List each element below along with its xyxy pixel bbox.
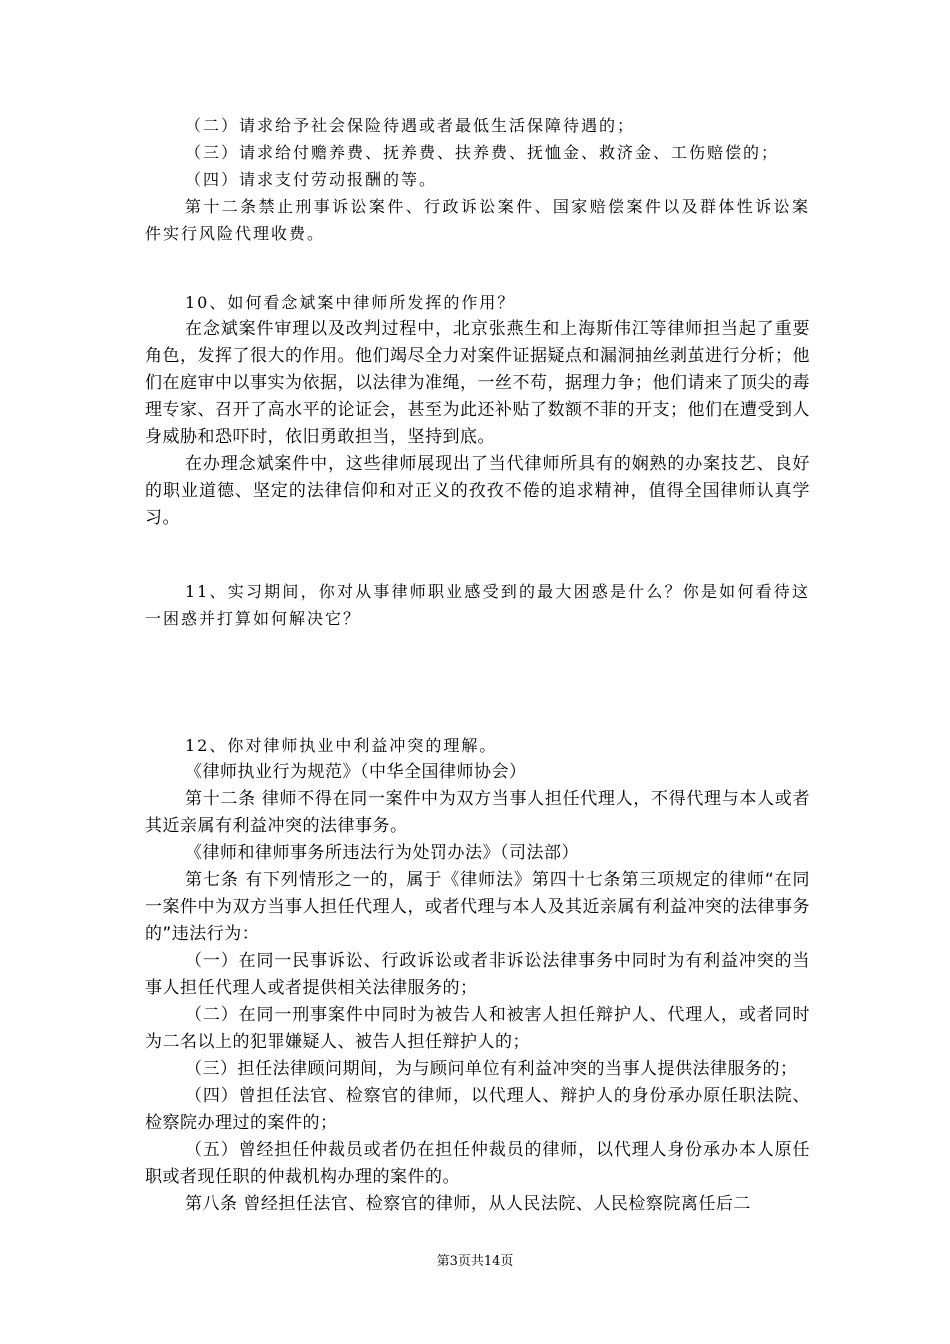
question-12-paragraph-10: 第八条 曾经担任法官、检察官的律师，从人民法院、人民检察院离任后二 <box>185 1194 751 1214</box>
paragraph-article-12: 第十二条禁止刑事诉讼案件、行政诉讼案件、国家赔偿案件以及群体性诉讼案件实行风险代理收费。 <box>145 197 810 243</box>
paragraph-item-2: （二）请求给予社会保险待遇或者最低生活保障待遇的； <box>185 116 636 135</box>
question-10-paragraph-2: 在办理念斌案件中，这些律师展现出了当代律师所具有的娴熟的办案技艺、良好的职业道德、坚定的法律信仰和对正义的孜孜不倦的追求精神，值得全国律师认真学习。 <box>145 454 810 528</box>
question-12-paragraph-9: （五）曾经担任仲裁员或者仍在担任仲裁员的律师，以代理人身份承办本人原任职或者现任职的仲裁机构办理的案件的。 <box>145 1140 810 1187</box>
question-12-paragraph-2: 第十二条 律师不得在同一案件中为双方当事人担任代理人，不得代理与本人或者其近亲属有利益冲突的法律事务。 <box>145 789 810 836</box>
question-11-title: 11、实习期间，你对从事律师职业感受到的最大困惑是什么？你是如何看待这一困惑并打算如何解决它？ <box>145 582 810 628</box>
document-body <box>145 112 810 1218</box>
question-12-paragraph-7: （三）担任法律顾问期间，为与顾问单位有利益冲突的当事人提供法律服务的； <box>185 1059 798 1079</box>
question-12-paragraph-4: 第七条 有下列情形之一的，属于《律师法》第四十七条第三项规定的律师“在同一案件中为双方当事人担任代理人，或者代理与本人及其近亲属有利益冲突的法律事务的”违法行为： <box>145 870 810 944</box>
question-12-title: 12、你对律师执业中利益冲突的理解。 <box>185 736 498 755</box>
question-12-paragraph-5: （一）在同一民事诉讼、行政诉讼或者非诉讼法律事务中同时为有利益冲突的当事人担任代理人或者提供相关法律服务的； <box>145 951 810 998</box>
question-12-paragraph-3: 《律师和律师事务所违法行为处罚办法》（司法部） <box>185 843 579 863</box>
paragraph-item-4: （四）请求支付劳动报酬的等。 <box>185 170 438 189</box>
spacer <box>145 532 810 578</box>
spacer <box>145 632 810 732</box>
question-12-paragraph-1: 《律师执业行为规范》（中华全国律师协会） <box>185 762 527 782</box>
question-12-paragraph-6: （二）在同一刑事案件中同时为被告人和被害人担任辩护人、代理人，或者同时为二名以上的犯罪嫌疑人、被告人担任辩护人的； <box>145 1005 810 1052</box>
page-number-footer: 第3页共14页 <box>436 1254 514 1269</box>
spacer <box>145 247 810 289</box>
question-12-paragraph-8: （四）曾担任法官、检察官的律师，以代理人、辩护人的身份承办原任职法院、检察院办理过的案件的； <box>145 1086 810 1133</box>
paragraph-item-3: （三）请求给付赡养费、抚养费、扶养费、抚恤金、救济金、工伤赔偿的； <box>185 143 780 162</box>
question-10-paragraph-1: 在念斌案件审理以及改判过程中，北京张燕生和上海斯伟江等律师担当起了重要角色，发挥了很大的作用。他们竭尽全力对案件证据疑点和漏洞抽丝剥茧进行分析；他们在庭审中以事实为依据，以法律为准绳，一丝不苟，据理力争；他们请来了顶尖的毒理专家、召开了高水平的论证会，甚至为此还补贴了数额不菲的开支；他们在遭受到人身威胁和恐吓时，依旧勇敢担当，坚持到底。 <box>145 319 810 447</box>
question-10-title: 10、如何看念斌案中律师所发挥的作用？ <box>185 293 516 312</box>
